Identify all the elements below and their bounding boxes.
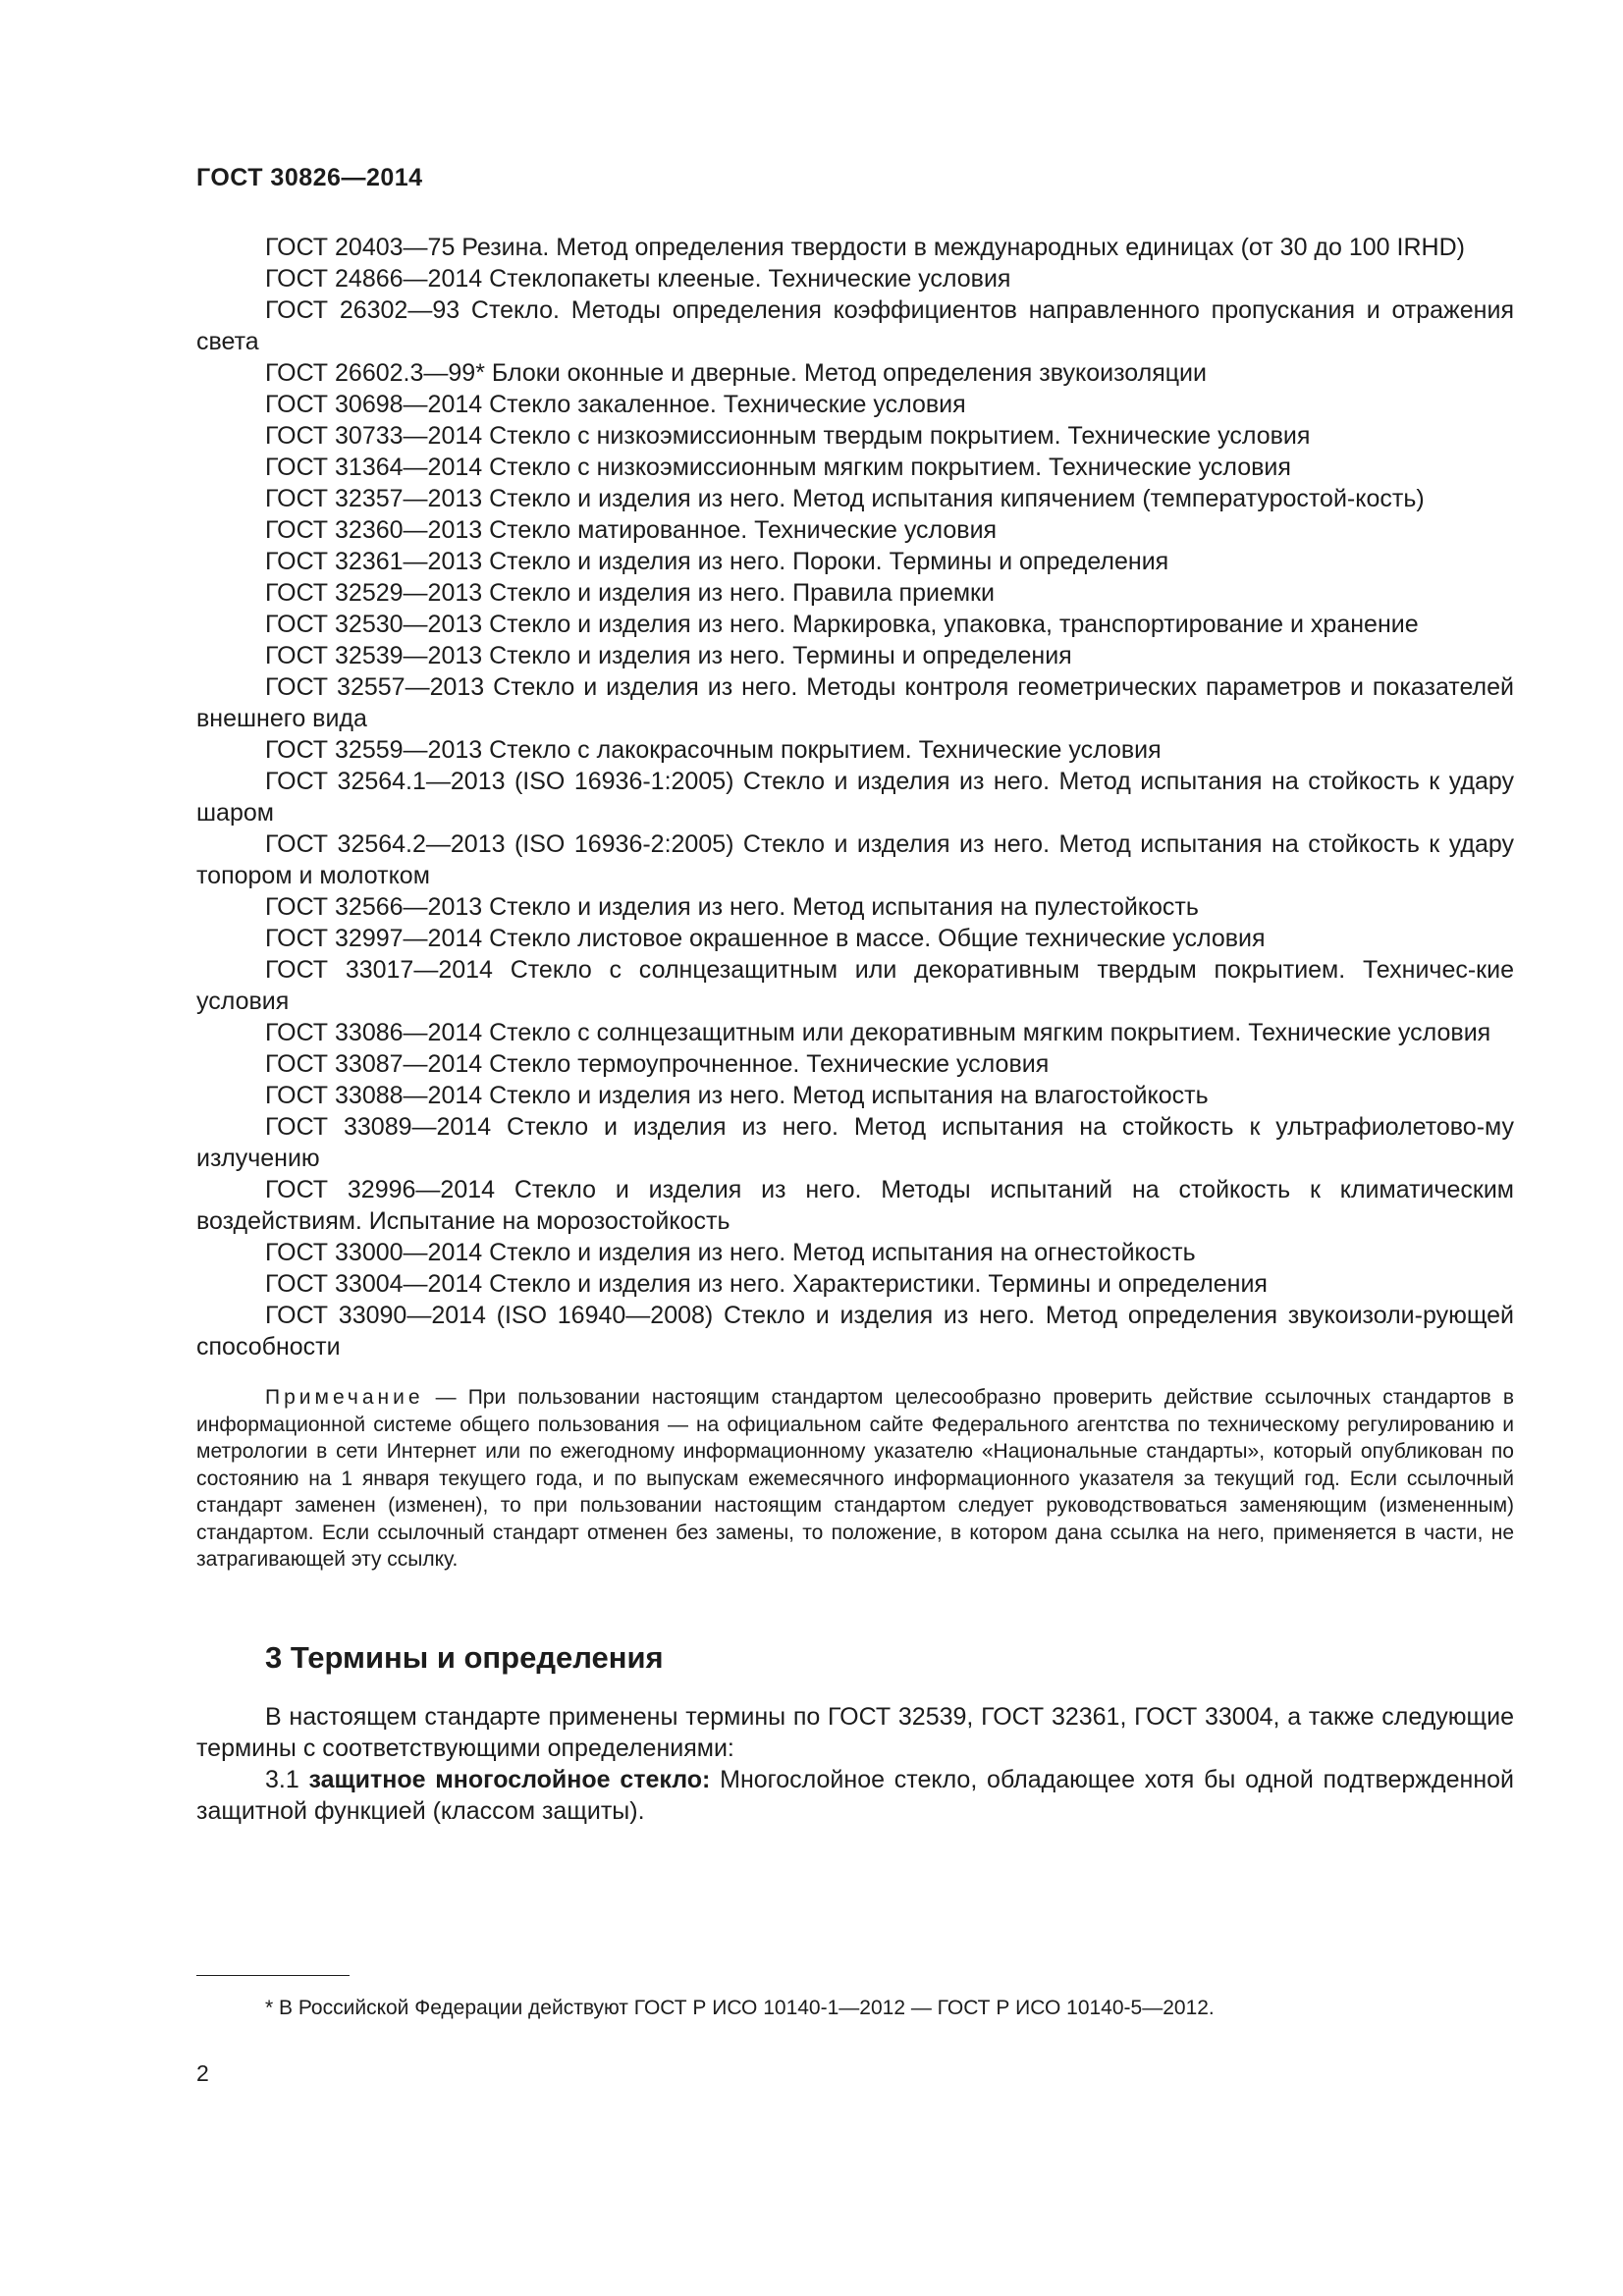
reference-item: ГОСТ 32566—2013 Стекло и изделия из него. Метод испытания на пулестойкость bbox=[265, 893, 1199, 921]
reference-item: ГОСТ 32357—2013 Стекло и изделия из него. Метод испытания кипячением (температуростой-кость) bbox=[265, 485, 1425, 512]
reference-item: ГОСТ 33089—2014 Стекло и изделия из него. Метод испытания на стойкость к ультрафиолетово-му излучению bbox=[196, 1113, 1514, 1172]
note-text: — При пользовании настоящим стандартом целесообразно проверить действие ссылочных стандартов в информационной системе общего пользования — на официальном сайте Федерального агентства по техническому регулированию и метрологии в сети Интернет или по ежегодному информационному указателю «Национальные стандарты», который опубликован по состоянию на 1 января текущего года, и по выпускам ежемесячного информационного указателя за текущий год. Если ссылочный стандарт заменен (изменен), то при пользовании настоящим стандартом следует руководствоваться заменяющим (измененным) стандартом. Если ссылочный стандарт отменен без замены, то положение, в котором дана ссылка на него, применяется в части, не затрагивающей эту ссылку. bbox=[196, 1386, 1514, 1571]
reference-item: ГОСТ 32559—2013 Стекло с лакокрасочным покрытием. Технические условия bbox=[265, 736, 1162, 764]
reference-item: ГОСТ 30733—2014 Стекло с низкоэмиссионным твердым покрытием. Технические условия bbox=[265, 422, 1311, 450]
footnote-separator bbox=[196, 1975, 350, 1976]
reference-item: ГОСТ 24866—2014 Стеклопакеты клееные. Технические условия bbox=[265, 265, 1011, 293]
reference-item: ГОСТ 32997—2014 Стекло листовое окрашенное в массе. Общие технические условия bbox=[265, 925, 1266, 952]
page-number: 2 bbox=[196, 2060, 209, 2086]
reference-item: ГОСТ 20403—75 Резина. Метод определения твердости в международных единицах (от 30 до 100 IRHD) bbox=[265, 234, 1465, 261]
normative-references-list bbox=[196, 232, 1514, 1362]
reference-item: ГОСТ 26302—93 Стекло. Методы определения коэффициентов направленного пропускания и отражения света bbox=[196, 296, 1514, 355]
reference-item: ГОСТ 26602.3—99* Блоки оконные и дверные. Метод определения звукоизоляции bbox=[265, 359, 1207, 387]
reference-item: ГОСТ 32530—2013 Стекло и изделия из него. Маркировка, упаковка, транспортирование и хранение bbox=[265, 611, 1419, 638]
term-definition bbox=[196, 1764, 1514, 1827]
reference-item: ГОСТ 33087—2014 Стекло термоупрочненное. Технические условия bbox=[265, 1050, 1050, 1078]
reference-item: ГОСТ 33017—2014 Стекло с солнцезащитным или декоративным твердым покрытием. Техничес-кие условия bbox=[196, 956, 1514, 1015]
reference-item: ГОСТ 32564.2—2013 (ISO 16936-2:2005) Стекло и изделия из него. Метод испытания на стойкость к удару топором и молотком bbox=[196, 830, 1514, 889]
section-intro: В настоящем стандарте применены термины по ГОСТ 32539, ГОСТ 32361, ГОСТ 33004, а также следующие термины с соответствующими определениями: bbox=[196, 1702, 1514, 1762]
reference-item: ГОСТ 32996—2014 Стекло и изделия из него. Методы испытаний на стойкость к климатическим воздействиям. Испытание на морозостойкость bbox=[196, 1176, 1514, 1235]
reference-item: ГОСТ 33088—2014 Стекло и изделия из него. Метод испытания на влагостойкость bbox=[265, 1082, 1209, 1109]
page-content bbox=[196, 232, 1514, 1827]
note-label: Примечание bbox=[265, 1386, 424, 1409]
reference-item: ГОСТ 32564.1—2013 (ISO 16936-1:2005) Стекло и изделия из него. Метод испытания на стойкость к удару шаром bbox=[196, 768, 1514, 827]
reference-item: ГОСТ 33086—2014 Стекло с солнцезащитным или декоративным мягким покрытием. Технические условия bbox=[265, 1019, 1491, 1046]
footnote: * В Российской Федерации действуют ГОСТ Р ИСО 10140-1—2012 — ГОСТ Р ИСО 10140-5—2012. bbox=[265, 1997, 1215, 2019]
term-name: защитное многослойное стекло: bbox=[308, 1765, 711, 1793]
section-title: 3 Термины и определения bbox=[265, 1639, 664, 1675]
reference-item: ГОСТ 33000—2014 Стекло и изделия из него. Метод испытания на огнестойкость bbox=[265, 1239, 1196, 1266]
reference-item: ГОСТ 32360—2013 Стекло матированное. Технические условия bbox=[265, 516, 998, 544]
reference-item: ГОСТ 32539—2013 Стекло и изделия из него. Термины и определения bbox=[265, 642, 1072, 669]
reference-item: ГОСТ 30698—2014 Стекло закаленное. Технические условия bbox=[265, 391, 966, 418]
term-text: Многослойное стекло, обладающее хотя бы одной подтвержденной защитной функцией (классом защиты). bbox=[196, 1765, 1514, 1825]
reference-item: ГОСТ 32361—2013 Стекло и изделия из него. Пороки. Термины и определения bbox=[265, 548, 1169, 575]
page-header: ГОСТ 30826—2014 bbox=[196, 164, 423, 191]
reference-item: ГОСТ 32529—2013 Стекло и изделия из него. Правила приемки bbox=[265, 579, 995, 607]
reference-item: ГОСТ 33004—2014 Стекло и изделия из него. Характеристики. Термины и определения bbox=[265, 1270, 1268, 1298]
reference-item: ГОСТ 33090—2014 (ISO 16940—2008) Стекло и изделия из него. Метод определения звукоизоли-рующей способности bbox=[196, 1302, 1514, 1361]
term-number: 3.1 bbox=[265, 1765, 299, 1793]
reference-item: ГОСТ 31364—2014 Стекло с низкоэмиссионным мягким покрытием. Технические условия bbox=[265, 454, 1291, 481]
reference-item: ГОСТ 32557—2013 Стекло и изделия из него. Методы контроля геометрических параметров и показателей внешнего вида bbox=[196, 673, 1514, 732]
note-paragraph bbox=[196, 1384, 1514, 1574]
